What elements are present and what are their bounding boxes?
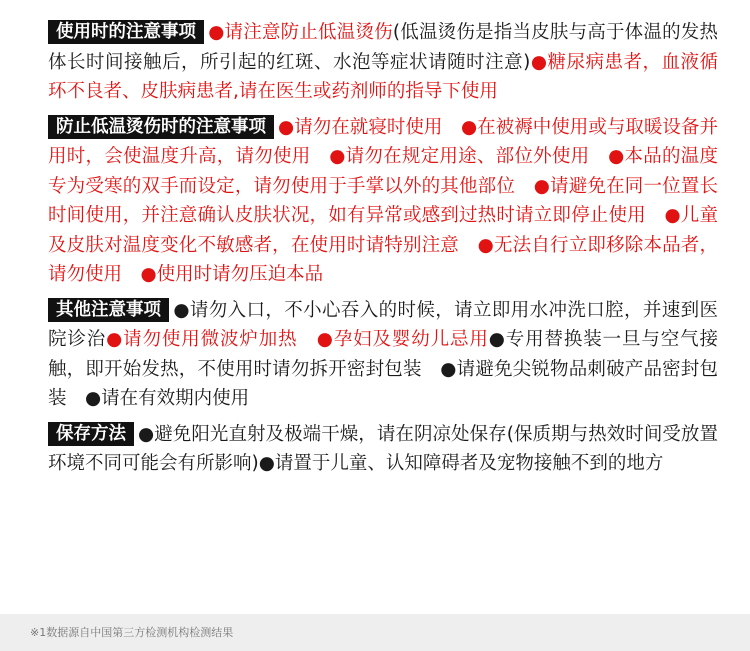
warning-text-red: ●糖尿病患者，血液循环不良者、皮肤病患者,请在医生或药剂师的指导下使用 (48, 51, 718, 102)
section-heading-burn-prevention: 防止低温烫伤时的注意事项 (48, 115, 274, 139)
instruction-text: ●专用替换装一旦与空气接触，即开始发热，不使用时请勿拆开密封包装 ●请避免尖锐物品刺破产品密封包装 ●请在有效期内使用 (48, 329, 718, 409)
section-burn-prevention (48, 113, 718, 290)
section-heading-usage: 使用时的注意事项 (48, 20, 204, 44)
section-paragraph (48, 113, 718, 290)
warning-text-red: ●请勿使用微波炉加热 ●孕妇及婴幼儿忌用 (106, 329, 489, 350)
warning-text-red: ●请注意防止低温烫伤 (208, 22, 393, 43)
section-paragraph (48, 420, 718, 479)
footnote-bar (0, 614, 750, 651)
footnote-text: ※1数据源自中国第三方检测机构检测结果 (30, 626, 234, 639)
section-other-precautions (48, 296, 718, 414)
instruction-text: ●请勿入口，不小心吞入的时候，请立即用水冲洗口腔，并速到医院诊治 (48, 299, 718, 350)
warning-text-red: ●请勿在就寝时使用 ●在被褥中使用或与取暖设备并用时，会使温度升高，请勿使用 ●请勿在规定用途、部位外使用 ●本品的温度专为受寒的双手而设定，请勿使用于手掌以外的其他部位 ●请避免在同一位置长时间使用，并注意确认皮肤状况，如有异常或感到过热时请立即停止使用 ●儿童及皮肤对温度变化不敏感者，在使用时请特别注意 ●无法自行立即移除本品者，请勿使用 ●使用时请勿压迫本品 (48, 116, 718, 285)
explanation-text: (低温烫伤是指当皮肤与高于体温的发热体长时间接触后，所引起的红斑、水泡等症状请随时注意) (48, 22, 718, 73)
section-usage-precautions (48, 18, 718, 107)
notice-content (48, 18, 718, 485)
section-heading-storage: 保存方法 (48, 422, 134, 446)
section-paragraph (48, 18, 718, 107)
section-heading-other: 其他注意事项 (48, 298, 169, 322)
section-storage (48, 420, 718, 479)
section-paragraph (48, 296, 718, 414)
instruction-text: ●避免阳光直射及极端干燥，请在阴凉处保存(保质期与热效时间受放置环境不同可能会有所影响)●请置于儿童、认知障碍者及宠物接触不到的地方 (48, 423, 718, 474)
